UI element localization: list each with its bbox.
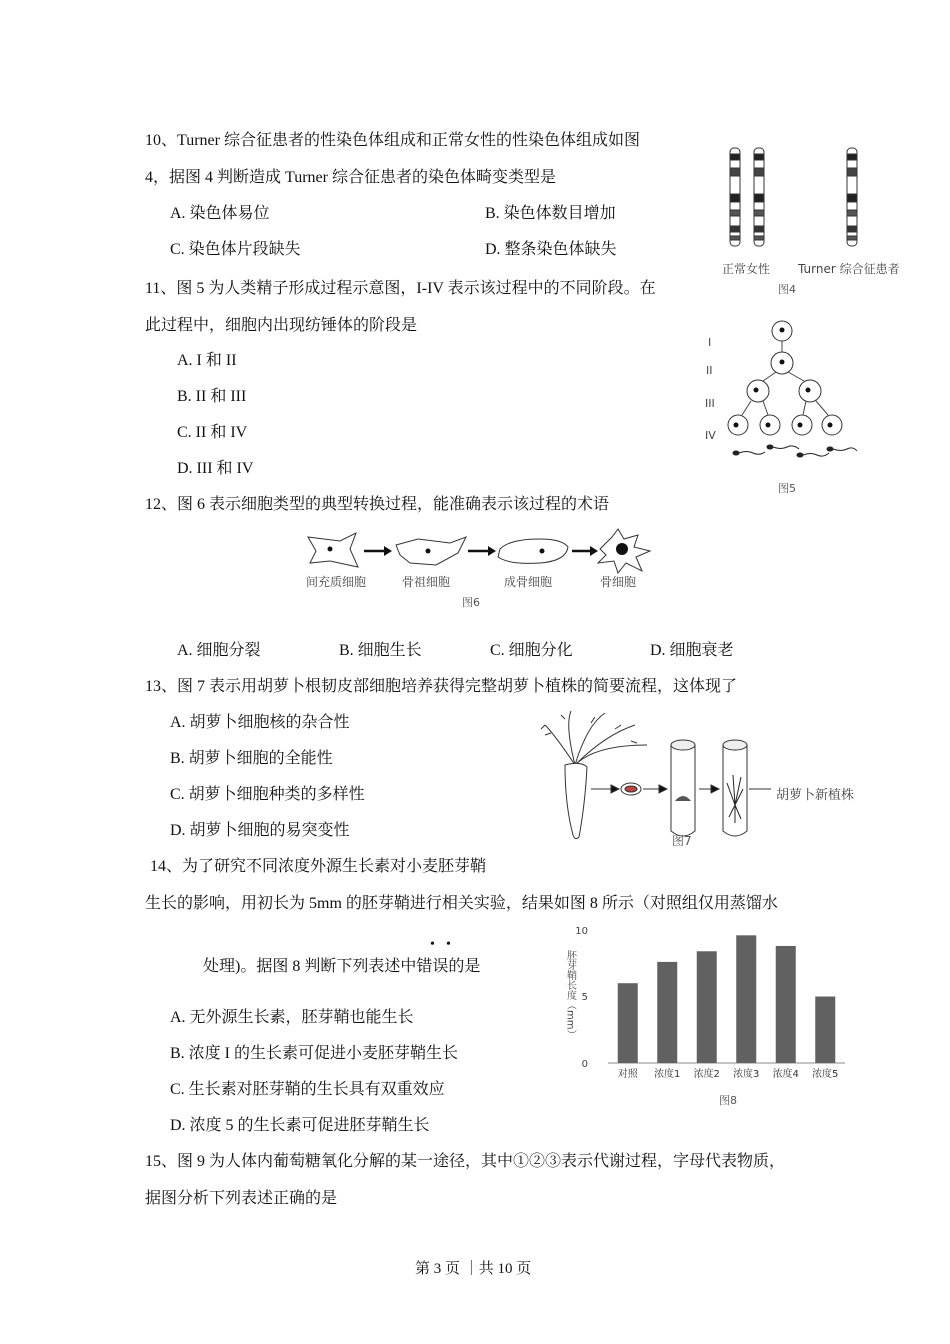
q14-line1: 14、为了研究不同浓度外源生长素对小麦胚芽鞘 [150,858,487,875]
x-tick-label-0: 对照 [617,1069,638,1080]
bar-2 [697,951,717,1063]
q12-option-d: D. 细胞衰老 [650,642,734,659]
q12-option-c: C. 细胞分化 [490,642,573,659]
fig7-caption: 图7 [672,834,692,848]
bar-5 [815,997,835,1064]
figure-8-bar-chart [560,920,860,1110]
q10-option-c: C. 染色体片段缺失 [170,241,301,258]
x-tick-label-3: 浓度3 [733,1069,760,1080]
figure-5-spermatogenesis [700,315,865,475]
q11-line1: 11、图 5 为人类精子形成过程示意图，I-IV 表示该过程中的不同阶段。在 [145,280,656,297]
x-tick-label-2: 浓度2 [693,1069,720,1080]
fig4-label-turner: Turner 综合征患者 [798,262,900,276]
q10-option-b: B. 染色体数目增加 [485,205,616,222]
stage-label-iii: III [705,397,715,410]
q11-option-a: A. I 和 II [177,352,237,369]
y-tick-0: 0 [581,1059,588,1070]
fig6-label-3: 成骨细胞 [504,575,553,589]
test-tube-1 [671,740,695,836]
x-tick-label-5: 浓度5 [812,1069,839,1080]
q14-line2: 生长的影响，用初长为 5mm 的胚芽鞘进行相关实验，结果如图 8 所示（对照组仅用蒸馏水 [145,895,778,912]
figure-6-cell-types [300,527,660,577]
bar-0 [618,983,638,1063]
x-tick-label-4: 浓度4 [772,1069,799,1080]
arrow-3 [590,546,598,556]
q14-line3-post: 的是 [448,958,481,975]
fig7-label: 胡萝卜新植株 [776,788,855,803]
q13-option-c: C. 胡萝卜细胞种类的多样性 [170,786,365,803]
q12-line1: 12、图 6 表示细胞类型的典型转换过程，能准确表示该过程的术语 [145,496,610,513]
q10-line1: 10、Turner 综合征患者的性染色体组成和正常女性的性染色体组成如图 [145,132,640,149]
bar-3 [736,935,756,1063]
q14-option-b: B. 浓度 I 的生长素可促进小麦胚芽鞘生长 [170,1045,459,1062]
fig5-caption: 图5 [778,482,796,495]
fig6-label-2: 骨祖细胞 [402,575,451,589]
chromosome-x-1 [730,148,740,246]
q14-option-c: C. 生长素对胚芽鞘的生长具有双重效应 [170,1081,445,1098]
q14-option-d: D. 浓度 5 的生长素可促进胚芽鞘生长 [170,1117,430,1134]
stage-label-iv: IV [705,429,716,442]
q15-line1: 15、图 9 为人体内葡萄糖氧化分解的某一途径，其中①②③表示代谢过程，字母代表物质， [145,1153,786,1170]
y-tick-10: 10 [575,926,588,937]
q13-option-b: B. 胡萝卜细胞的全能性 [170,750,333,767]
q14-option-a: A. 无外源生长素，胚芽鞘也能生长 [170,1009,414,1026]
q11-option-d: D. III 和 IV [177,460,254,477]
page-footer: 第 3 页 ｜共 10 页 [415,1261,532,1277]
q14-line3-pre: 处理)。据图 8 判断下列表述中 [203,958,417,975]
sperm-cells [733,445,857,457]
figure-7-carrot-culture [535,705,775,845]
chromosome-x-turner [847,148,857,246]
bar-4 [776,946,796,1063]
cell-mesenchymal [308,533,358,567]
cell-osteoprogenitor [396,537,466,565]
arrow-2 [488,546,496,556]
fig6-caption: 图6 [462,596,480,609]
fig8-caption: 图8 [719,1094,737,1107]
y-axis-label: 胚芽鞘长度（mm） [564,950,576,1040]
fig6-label-4: 骨细胞 [600,575,637,589]
q11-option-b: B. II 和 III [177,388,247,405]
q12-option-b: B. 细胞生长 [339,642,422,659]
fig4-label-normal: 正常女性 [722,262,771,276]
q13-option-a: A. 胡萝卜细胞核的杂合性 [170,714,350,731]
fig4-caption: 图4 [778,283,796,296]
q10-line2: 4，据图 4 判断造成 Turner 综合征患者的染色体畸变类型是 [145,169,556,186]
q15-line2: 据图分析下列表述正确的是 [145,1190,338,1207]
q10-option-a: A. 染色体易位 [170,205,270,222]
q10-option-d: D. 整条染色体缺失 [485,241,617,258]
cell-osteoblast [498,539,568,563]
q13-option-d: D. 胡萝卜细胞的易突变性 [170,822,350,839]
carrot-root [565,763,587,838]
x-tick-label-1: 浓度1 [654,1069,681,1080]
stage-label-i: I [708,336,712,349]
emphasis-dot-2: • [446,937,451,952]
q11-line2: 此过程中，细胞内出现纺锤体的阶段是 [145,317,418,334]
carrot-leaves [541,711,647,765]
y-tick-5: 5 [581,992,588,1003]
emphasis-dot-1: • [430,937,435,952]
q13-line1: 13、图 7 表示用胡萝卜根韧皮部细胞培养获得完整胡萝卜植株的简要流程，这体现了 [145,678,738,695]
q12-option-a: A. 细胞分裂 [177,642,261,659]
q11-option-c: C. II 和 IV [177,424,248,441]
chromosome-x-2 [754,148,764,246]
bar-1 [657,962,677,1063]
fig6-label-1: 间充质细胞 [306,575,367,589]
stage-label-ii: II [706,364,713,377]
q14-emphasis-wrong: 错误 [416,958,449,975]
arrow-1 [384,546,392,556]
q14-line3 [203,953,480,976]
